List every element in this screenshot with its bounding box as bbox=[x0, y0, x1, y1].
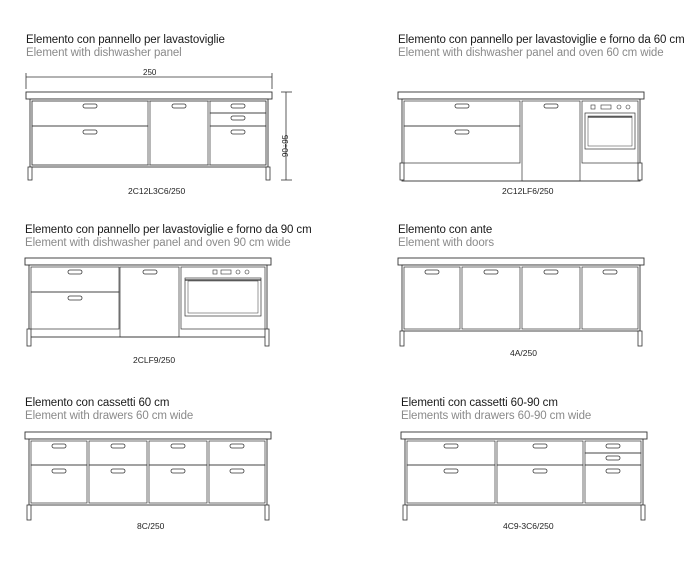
item-subtitle: Elements with drawers 60-90 cm wide bbox=[401, 410, 592, 422]
item-subtitle: Element with dishwasher panel and oven 90 cm wide bbox=[25, 237, 291, 249]
elevation-drawing bbox=[401, 397, 651, 567]
item-subtitle: Element with drawers 60 cm wide bbox=[25, 410, 194, 422]
elevation-drawing bbox=[25, 397, 285, 567]
item-title: Elementi con cassetti 60-90 cm bbox=[401, 397, 558, 409]
item-subtitle: Element with dishwasher panel bbox=[26, 47, 182, 59]
item-code: 2C12L3C6/250 bbox=[128, 186, 186, 196]
item-title: Elemento con ante bbox=[398, 224, 493, 236]
element-dishwasher-panel bbox=[26, 34, 356, 204]
width-dimension-label: 250 bbox=[143, 68, 157, 77]
element-doors bbox=[398, 224, 700, 394]
element-drawers-60 bbox=[25, 397, 355, 567]
element-dishwasher-oven-90 bbox=[25, 224, 355, 394]
item-subtitle: Element with dishwasher panel and oven 60 cm wide bbox=[398, 47, 664, 59]
element-drawers-60-90 bbox=[401, 397, 700, 567]
element-dishwasher-oven-60 bbox=[398, 34, 700, 204]
item-code: 4C9-3C6/250 bbox=[503, 521, 554, 531]
item-title: Elemento con pannello per lavastoviglie e forno da 60 cm bbox=[398, 34, 685, 46]
elevation-drawing bbox=[398, 224, 648, 394]
item-code: 2C12LF6/250 bbox=[502, 186, 554, 196]
elevation-drawing bbox=[25, 224, 285, 394]
elevation-drawing bbox=[26, 34, 306, 204]
item-subtitle: Element with doors bbox=[398, 237, 494, 249]
item-title: Elemento con pannello per lavastoviglie e forno da 90 cm bbox=[25, 224, 312, 236]
item-code: 2CLF9/250 bbox=[133, 355, 176, 365]
height-dimension-label: 90÷95 bbox=[281, 134, 290, 157]
item-code: 8C/250 bbox=[137, 521, 165, 531]
item-title: Elemento con pannello per lavastoviglie bbox=[26, 34, 225, 46]
item-code: 4A/250 bbox=[510, 348, 537, 358]
item-title: Elemento con cassetti 60 cm bbox=[25, 397, 170, 409]
elevation-drawing bbox=[398, 34, 648, 204]
